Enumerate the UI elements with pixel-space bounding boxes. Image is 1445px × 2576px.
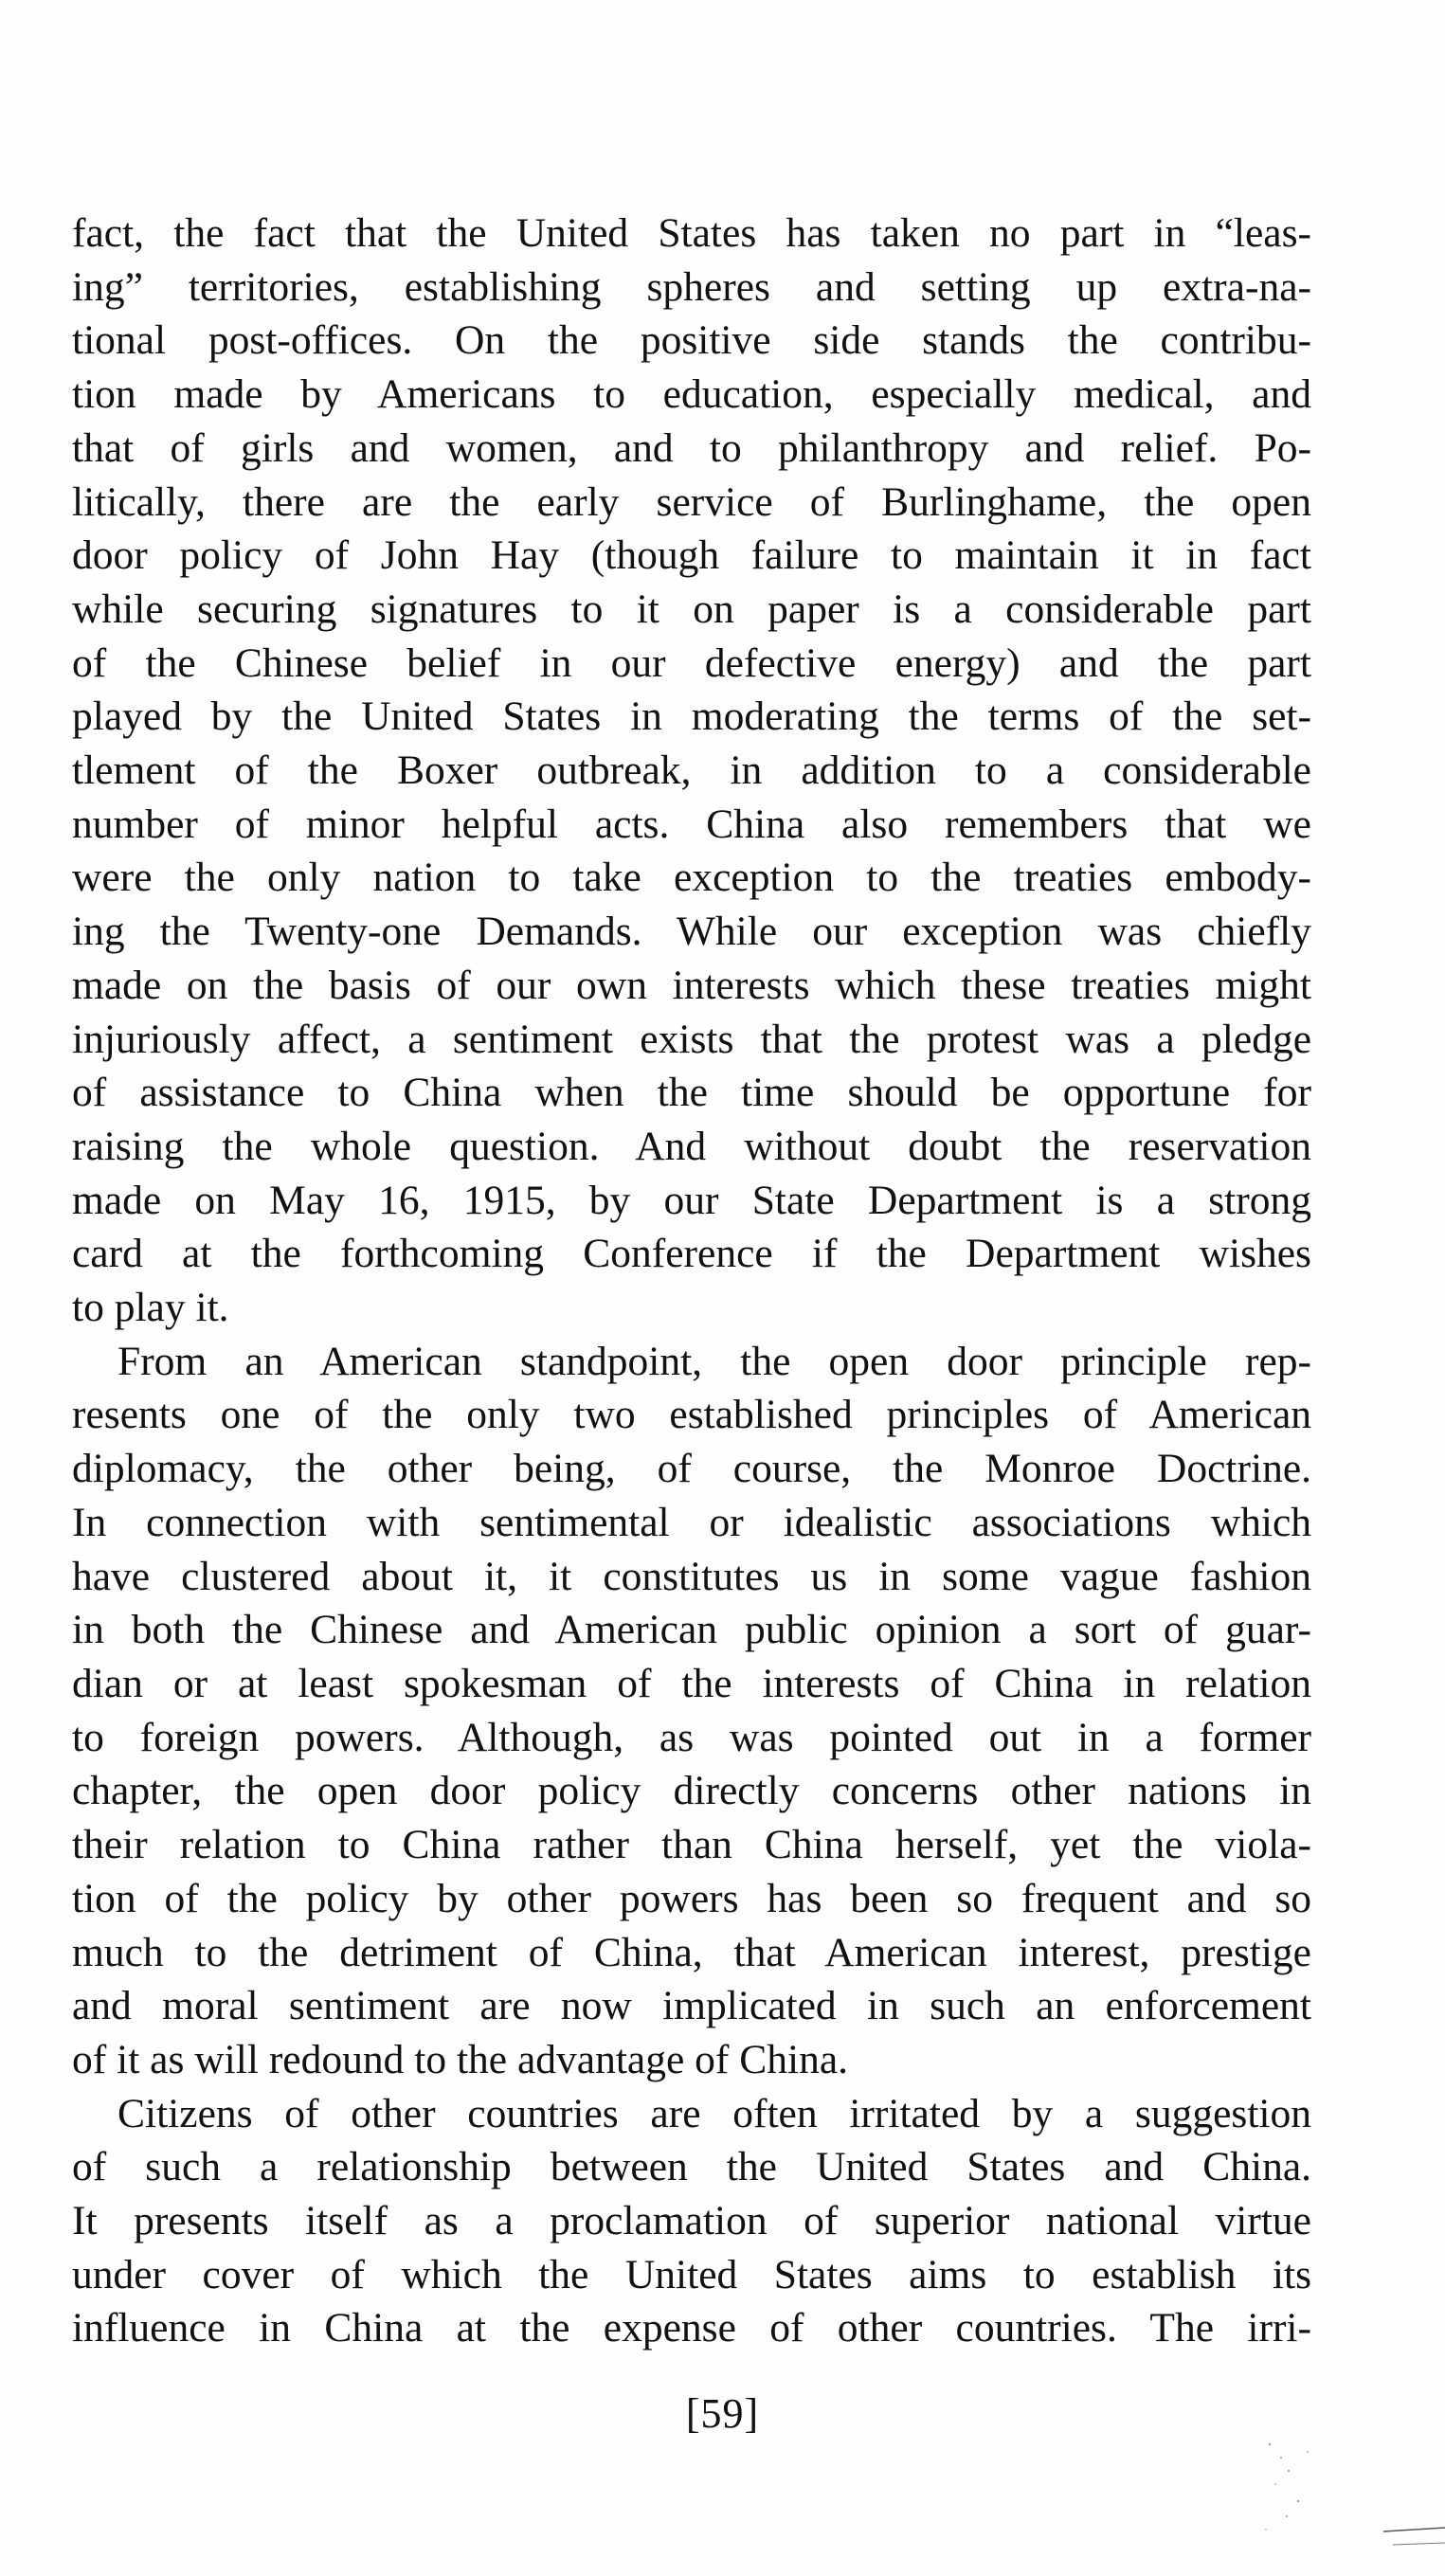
text-line: injuriously affect, a sentiment exists that the protest was a pledge bbox=[72, 1016, 1311, 1062]
text-line: number of minor helpful acts. China also remembers that we bbox=[72, 801, 1311, 847]
text-line: ing the Twenty-one Demands. While our exception was chiefly bbox=[72, 909, 1311, 955]
text-line: From an American standpoint, the open door principle rep- bbox=[117, 1338, 1311, 1384]
text-line: of assistance to China when the time should be opportune for bbox=[72, 1070, 1311, 1116]
text-line: and moral sentiment are now implicated in such an enforcement bbox=[72, 1983, 1311, 2029]
text-line: of it as will redound to the advantage of China. bbox=[72, 2036, 849, 2082]
text-line: to foreign powers. Although, as was pointed out in a former bbox=[72, 1714, 1311, 1760]
text-line: card at the forthcoming Conference if the Department wishes bbox=[72, 1231, 1311, 1277]
text-line: It presents itself as a proclamation of superior national virtue bbox=[72, 2198, 1311, 2244]
text-line: In connection with sentimental or idealistic associations which bbox=[72, 1499, 1311, 1545]
text-line: made on May 16, 1915, by our State Department is a strong bbox=[72, 1177, 1311, 1223]
text-line: ing” territories, establishing spheres and setting up extra-na- bbox=[72, 263, 1311, 310]
text-line: diplomacy, the other being, of course, the Monroe Doctrine. bbox=[72, 1446, 1311, 1492]
text-line: played by the United States in moderating the terms of the set- bbox=[72, 694, 1311, 740]
text-line: chapter, the open door policy directly concerns other nations in bbox=[72, 1768, 1311, 1814]
paragraph-2 bbox=[72, 1335, 1311, 2087]
paragraph-3 bbox=[72, 2087, 1311, 2356]
text-line: raising the whole question. And without doubt the reservation bbox=[72, 1123, 1311, 1169]
text-line: tion made by Americans to education, especially medical, and bbox=[72, 371, 1311, 418]
text-line: litically, there are the early service of Burlinghame, the open bbox=[72, 478, 1311, 525]
page-number: [59] bbox=[685, 2390, 760, 2437]
text-line: were the only nation to take exception to the treaties embody- bbox=[72, 855, 1311, 901]
text-line: of the Chinese belief in our defective energy) and the part bbox=[72, 639, 1311, 686]
text-line: Citizens of other countries are often irritated by a suggestion bbox=[117, 2090, 1311, 2136]
text-line: that of girls and women, and to philanthropy and relief. Po- bbox=[72, 424, 1311, 471]
text-line: dian or at least spokesman of the interests of China in relation bbox=[72, 1660, 1311, 1706]
text-line: tional post-offices. On the positive side stands the contribu- bbox=[72, 317, 1311, 364]
text-line: tion of the policy by other powers has been so frequent and so bbox=[72, 1875, 1311, 1921]
text-line: door policy of John Hay (though failure to maintain it in fact bbox=[72, 532, 1311, 579]
text-line: fact, the fact that the United States has taken no part in “leas- bbox=[72, 210, 1311, 256]
text-line: influence in China at the expense of other countries. The irri- bbox=[72, 2305, 1311, 2351]
text-line: resents one of the only two established principles of American bbox=[72, 1392, 1311, 1438]
text-line: to play it. bbox=[72, 1285, 229, 1331]
text-line: much to the detriment of China, that American interest, prestige bbox=[72, 1929, 1311, 1975]
text-line: while securing signatures to it on paper is a considerable part bbox=[72, 585, 1311, 632]
text-line: have clustered about it, it constitutes us in some vague fashion bbox=[72, 1553, 1311, 1599]
text-line: tlement of the Boxer outbreak, in addition to a considerable bbox=[72, 748, 1311, 794]
body-text bbox=[72, 207, 1311, 2355]
text-line: made on the basis of our own interests which these treaties might bbox=[72, 962, 1311, 1008]
text-line: in both the Chinese and American public opinion a sort of guar- bbox=[72, 1607, 1311, 1653]
text-line: of such a relationship between the United States and China. bbox=[72, 2144, 1311, 2190]
text-line: under cover of which the United States aims to establish its bbox=[72, 2251, 1311, 2297]
paragraph-1 bbox=[72, 207, 1311, 1335]
paper-specks-decoration bbox=[1232, 2425, 1445, 2576]
text-line: their relation to China rather than China herself, yet the viola- bbox=[72, 1822, 1311, 1868]
